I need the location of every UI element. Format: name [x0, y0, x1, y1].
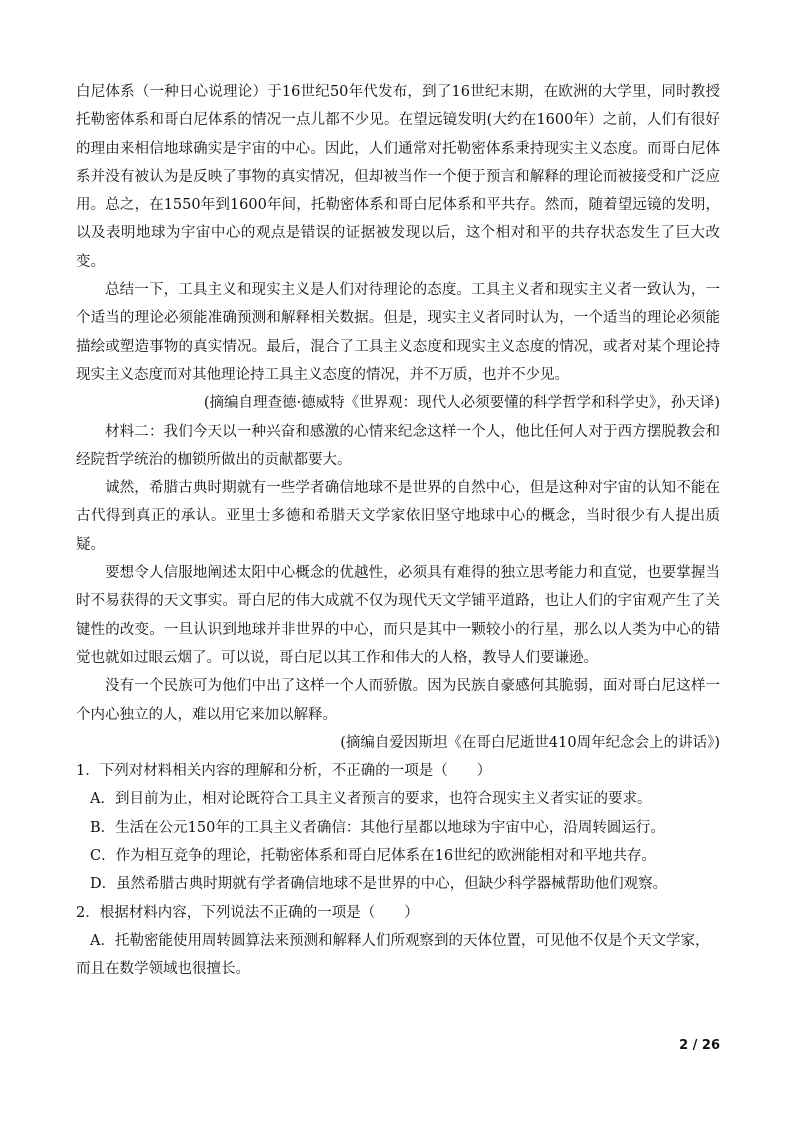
question-1-option-a: A．到目前为止，相对论既符合工具主义者预言的要求，也符合现实主义者实证的要求。 [90, 791, 652, 808]
question-2-option-a-line-1: A．托勒密能使用周转圆算法来预测和解释人们所观察到的天体位置，可见他不仅是个天文学家， [90, 932, 710, 949]
question-2-option-a [76, 927, 720, 984]
page-number: 2 / 26 [679, 1038, 720, 1053]
question-1-stem: 1．下列对材料相关内容的理解和分析，不正确的一项是（ ） [76, 763, 492, 780]
paragraph-material-2-greek: 诚然，希腊古典时期就有一些学者确信地球不是世界的自然中心，但是这种对宇宙的认知不能在古代得到真正的承认。亚里士多德和希腊天文学家依旧坚守地球中心的概念，当时很少有人提出质疑。 [76, 480, 720, 553]
question-1-option-c: C．作为相互竞争的理论，托勒密体系和哥白尼体系在16世纪的欧洲能相对和平地共存。 [90, 848, 657, 865]
paragraph-copernicus-continued: 白尼体系（一种日心说理论）于16世纪50年代发布，到了16世纪末期，在欧洲的大学里，同时教授托勒密体系和哥白尼体系的情况一点儿都不少见。在望远镜发明(大约在1600年）之前，人们有很好的理由来相信地球确实是宇宙的中心。因此，人们通常对托勒密体系秉持现实主义态度。而哥白尼体系并没有被认为是反映了事物的真实情况，但却被当作一个便于预言和解释的理论而被接受和广泛应用。总之，在1550年到1600年间，托勒密体系和哥白尼体系和平共存。然而，随着望远镜的发明，以及表明地球为宇宙中心的观点是错误的证据被发现以后，这个相对和平的共存状态发生了巨大改变。 [76, 84, 720, 270]
citation-einstein: (摘编自爱因斯坦《在哥白尼逝世410周年纪念会上的讲话》) [340, 734, 720, 751]
citation-dewitt: (摘编自理查德·德威特《世界观：现代人必须要懂的科学哲学和科学史》，孙天译) [203, 395, 720, 412]
question-2-option-a-line-2: 而且在数学领域也很擅长。 [76, 961, 250, 978]
question-1-option-b: B．生活在公元150年的工具主义者确信：其他行星都以地球为宇宙中心，沿周转圆运行。 [90, 819, 665, 836]
paragraph-material-2-intro: 材料二：我们今天以一种兴奋和感激的心情来纪念这样一个人，他比任何人对于西方摆脱教会和经院哲学统治的枷锁所做出的贡献都要大。 [76, 423, 720, 468]
paragraph-material-2-nation: 没有一个民族可为他们中出了这样一个人而骄傲。因为民族自豪感何其脆弱，面对哥白尼这样一个内心独立的人，难以用它来加以解释。 [76, 678, 720, 723]
question-1-option-d: D．虽然希腊古典时期就有学者确信地球不是世界的中心，但缺少科学器械帮助他们观察。 [90, 876, 668, 893]
paragraph-summary: 总结一下，工具主义和现实主义是人们对待理论的态度。工具主义者和现实主义者一致认为，一个适当的理论必须能准确预测和解释相关数据。但是，现实主义者同时认为，一个适当的理论必须能描绘或塑造事物的真实情况。最后，混合了工具主义态度和现实主义态度的情况，或者对某个理论持现实主义态度而对其他理论持工具主义态度的情况，并不万质，也并不少见。 [76, 282, 720, 383]
paragraph-material-2-heliocentric: 要想令人信服地阐述太阳中心概念的优越性，必须具有难得的独立思考能力和直觉，也要掌握当时不易获得的天文事实。哥白尼的伟大成就不仅为现代天文学铺平道路，也让人们的宇宙观产生了关键性的改变。一旦认识到地球并非世界的中心，而只是其中一颗较小的行星，那么以人类为中心的错觉也就如过眼云烟了。可以说，哥白尼以其工作和伟大的人格，教导人们要谦逊。 [76, 565, 720, 666]
document-body [76, 78, 720, 984]
question-2-stem: 2．根据材料内容，下列说法不正确的一项是（ ） [76, 904, 419, 921]
